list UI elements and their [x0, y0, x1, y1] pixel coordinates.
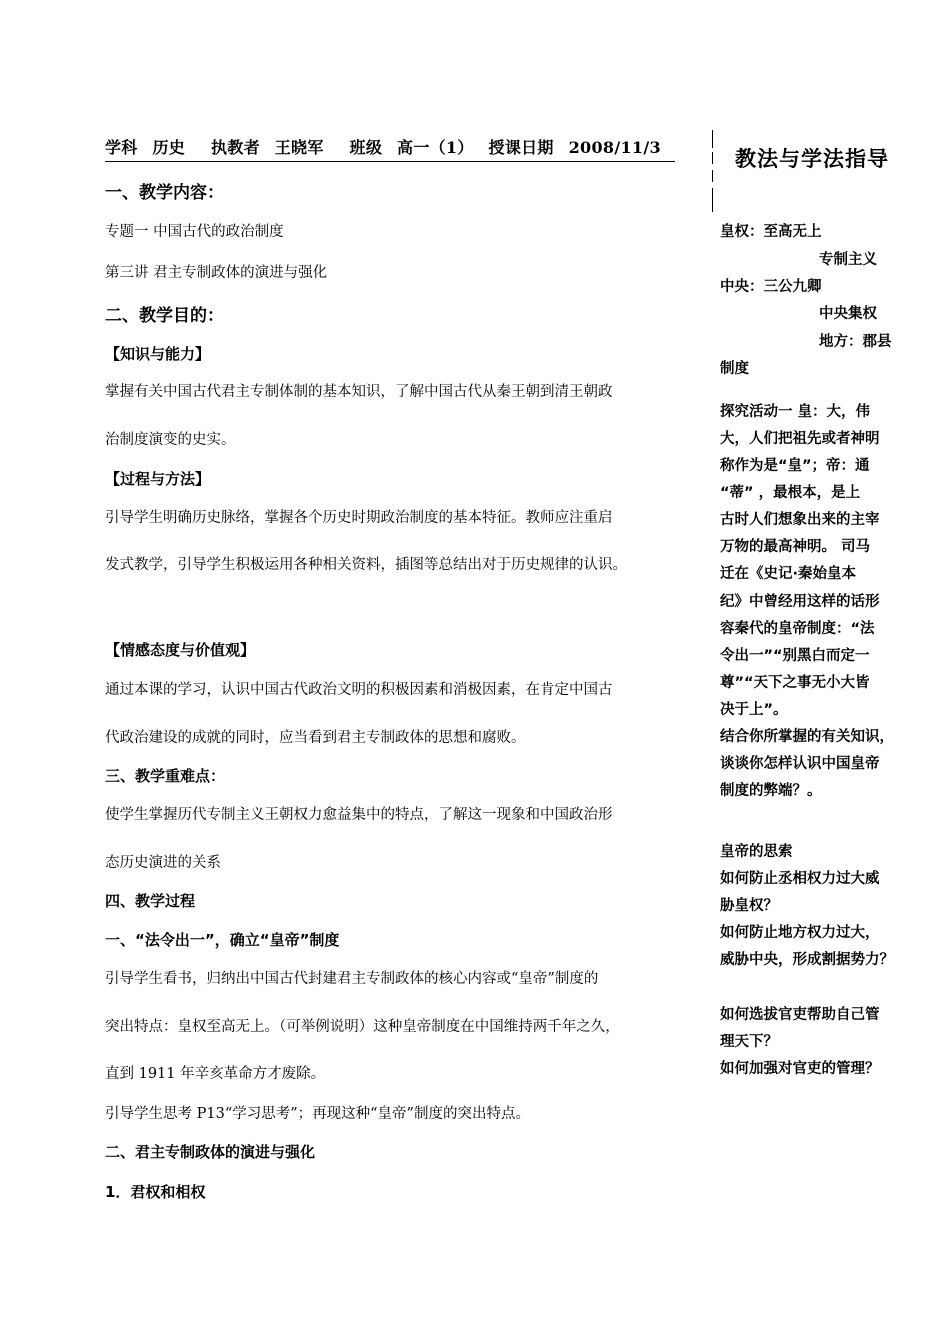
sidebar-divider-4	[712, 188, 713, 212]
section-heading-process: 四、教学过程	[105, 892, 196, 910]
class-label: 班级	[349, 138, 383, 157]
sidebar-question-line: 如何加强对官吏的管理？	[720, 1061, 880, 1077]
emperor-text-3: 直到 1911 年辛亥革命方才废除。	[105, 1066, 326, 1082]
lesson-header	[105, 135, 675, 162]
section-heading-content: 一、教学内容：	[105, 183, 224, 203]
sidebar-activity-line: “蒂” ，最根本，是上	[720, 485, 861, 501]
sidebar-divider-2	[712, 152, 713, 164]
lecture-text: 第三讲 君主专制政体的演进与强化	[105, 265, 328, 281]
sidebar-activity-line: 纪》中曾经用这样的话形	[720, 594, 880, 610]
sidebar-activity-line: 容秦代的皇帝制度：“法	[720, 621, 875, 637]
process-text-2: 发式教学，引导学生积极运用各种相关资料，插图等总结出对于历史规律的认识。	[105, 557, 627, 573]
sidebar-activity-line: 令出一”“别黑白而定一	[720, 648, 870, 664]
sidebar-activity-line: 大，人们把祖先或者神明	[720, 431, 880, 447]
sidebar-line: 中央：三公九卿	[720, 279, 822, 295]
date-value: 2008/11/3	[568, 138, 661, 157]
sidebar-title: 教法与学法指导	[735, 147, 889, 171]
knowledge-text-2: 治制度演变的史实。	[105, 432, 236, 448]
sidebar-question-line: 如何防止地方权力过大，	[720, 925, 880, 941]
sidebar-activity-line: 尊”“天下之事无小大皆	[720, 675, 870, 691]
teacher-label: 执教者	[210, 138, 260, 157]
sidebar-line: 制度	[720, 361, 749, 377]
teacher-value: 王晓军	[274, 138, 324, 157]
process-text-1: 引导学生明确历史脉络，掌握各个历史时期政治制度的基本特征。教师应注重启	[105, 510, 613, 526]
sidebar-line: 皇权：至高无上	[720, 224, 822, 240]
sidebar-activity-line: 古时人们想象出来的主宰	[720, 512, 880, 528]
sidebar-activity-line: 探究活动一 皇：大，伟	[720, 404, 871, 420]
sidebar-divider-3	[712, 170, 713, 182]
sidebar-question-line: 如何选拔官吏帮助自己管	[720, 1007, 880, 1023]
knowledge-heading: 【知识与能力】	[105, 345, 211, 363]
emperor-text-2: 突出特点：皇权至高无上。（可举例说明）这种皇帝制度在中国维持两千年之久，	[105, 1019, 620, 1035]
sidebar-questions-heading: 皇帝的思索	[720, 844, 793, 860]
emperor-text-4: 引导学生思考 P13“学习思考”；再现这种“皇帝”制度的突出特点。	[105, 1106, 530, 1122]
topic-text: 专题一 中国古代的政治制度	[105, 224, 284, 240]
emotion-heading: 【情感态度与价值观】	[105, 641, 256, 659]
sidebar-question-line: 胁皇权？	[720, 898, 778, 914]
sidebar-activity-line: 万物的最高神明。 司马	[720, 539, 871, 555]
section-heading-goals: 二、教学目的：	[105, 306, 224, 326]
knowledge-text-1: 掌握有关中国古代君主专制体制的基本知识，了解中国古代从秦王朝到清王朝政	[105, 384, 613, 400]
sidebar-question-line: 威胁中央，形成割据势力？	[720, 952, 894, 968]
key-points-text-2: 态历史演进的关系	[105, 855, 221, 871]
sidebar-activity-line: 制度的弊端？。	[720, 783, 822, 799]
sidebar-activity-line: 称作为是“皇”；帝：通	[720, 458, 870, 474]
sidebar-activity-line: 谈谈你怎样认识中国皇帝	[720, 756, 880, 772]
sidebar-activity-line: 迁在《史记·秦始皇本	[720, 566, 857, 582]
class-value: 高一（1）	[397, 138, 474, 157]
subsection-heading-emperor: 一、“法令出一”，确立“皇帝”制度	[105, 931, 340, 949]
emotion-text-2: 代政治建设的成就的同时，应当看到君主专制政体的思想和腐败。	[105, 730, 526, 746]
emperor-text-1: 引导学生看书，归纳出中国古代封建君主专制政体的核心内容或“皇帝”制度的	[105, 971, 599, 987]
subject-value: 历史	[152, 138, 186, 157]
subject-label: 学科	[105, 138, 138, 157]
process-heading: 【过程与方法】	[105, 470, 211, 488]
date-label: 授课日期	[488, 138, 554, 157]
subsection-heading-monarch-chancellor: 1．君权和相权	[105, 1183, 206, 1201]
sidebar-question-line: 理天下？	[720, 1034, 778, 1050]
sidebar-activity-line: 决于上”。	[720, 702, 788, 718]
sidebar-divider-1	[712, 130, 713, 148]
subsection-heading-evolution: 二、君主专制政体的演进与强化	[105, 1143, 316, 1161]
section-heading-key-points: 三、教学重难点：	[105, 767, 226, 785]
sidebar-question-line: 如何防止丞相权力过大威	[720, 871, 880, 887]
sidebar-line: 地方：郡县	[819, 334, 892, 350]
sidebar-line: 专制主义	[819, 252, 877, 268]
sidebar-line: 中央集权	[819, 306, 877, 322]
key-points-text-1: 使学生掌握历代专制主义王朝权力愈益集中的特点，了解这一现象和中国政治形	[105, 807, 613, 823]
emotion-text-1: 通过本课的学习，认识中国古代政治文明的积极因素和消极因素，在肯定中国古	[105, 682, 613, 698]
sidebar-activity-line: 结合你所掌握的有关知识，	[720, 729, 894, 745]
